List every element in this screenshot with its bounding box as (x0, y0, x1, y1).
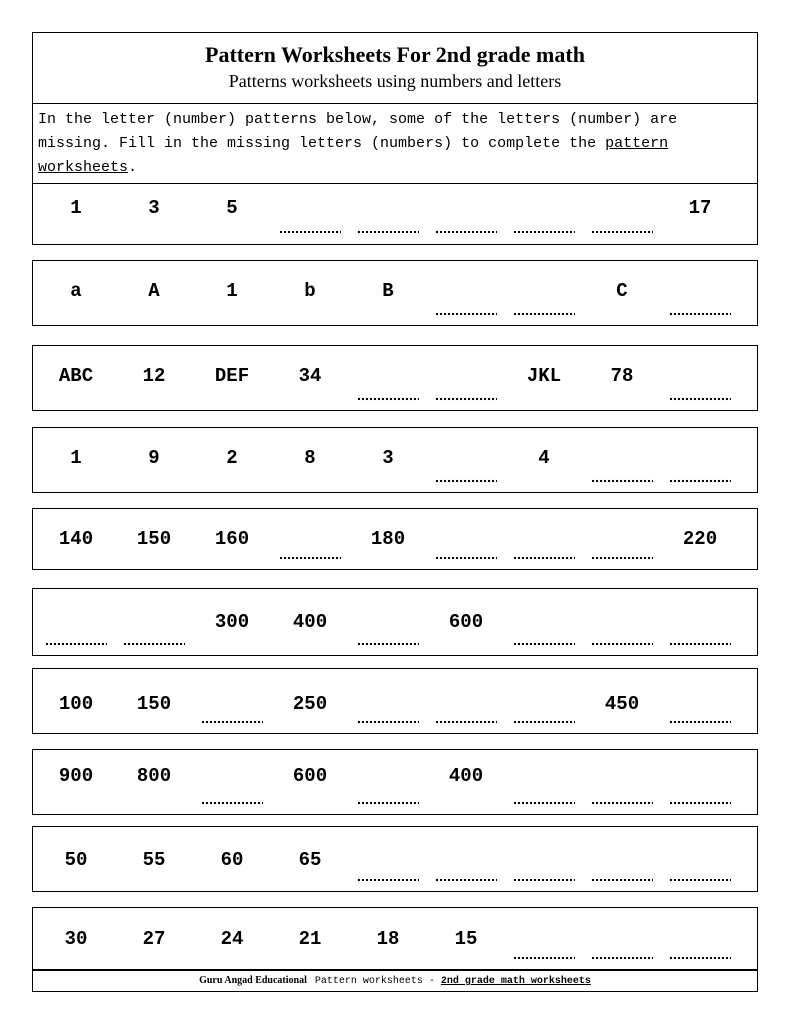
pattern-value (37, 750, 115, 814)
pattern-value (349, 428, 427, 492)
pattern-value (37, 346, 115, 410)
pattern-value (37, 184, 115, 244)
pattern-value (115, 750, 193, 814)
blank-answer-slot[interactable] (661, 428, 739, 492)
dotted-blank-line (591, 956, 653, 960)
pattern-value-text: C (616, 280, 628, 302)
blank-answer-slot[interactable] (583, 908, 661, 969)
pattern-value-text: 18 (376, 928, 400, 950)
dotted-blank-line (357, 720, 419, 724)
dotted-blank-line (513, 956, 575, 960)
dotted-blank-line (357, 878, 419, 882)
pattern-value (37, 827, 115, 891)
pattern-value (193, 827, 271, 891)
dotted-blank-line (45, 642, 107, 646)
pattern-value-text: 600 (448, 611, 484, 633)
pattern-value (271, 750, 349, 814)
pattern-value-text: 17 (688, 197, 712, 219)
blank-answer-slot[interactable] (583, 589, 661, 655)
page-subtitle: Patterns worksheets using numbers and letters (228, 71, 562, 91)
blank-answer-slot[interactable] (427, 428, 505, 492)
pattern-value (661, 509, 739, 569)
dotted-blank-line (513, 720, 575, 724)
worksheet-header (32, 32, 758, 104)
pattern-value (193, 261, 271, 325)
blank-answer-slot[interactable] (661, 827, 739, 891)
pattern-value-text: 250 (292, 693, 328, 715)
pattern-value (427, 750, 505, 814)
pattern-value-text: 9 (148, 447, 160, 469)
pattern-value (115, 184, 193, 244)
pattern-row (32, 508, 758, 570)
dotted-blank-line (591, 230, 653, 234)
blank-answer-slot[interactable] (427, 827, 505, 891)
pattern-value-text: 600 (292, 765, 328, 787)
pattern-value-text: 1 (70, 447, 82, 469)
pattern-value (583, 261, 661, 325)
pattern-value (271, 261, 349, 325)
dotted-blank-line (513, 878, 575, 882)
pattern-row (32, 668, 758, 734)
pattern-value-text: 78 (610, 365, 634, 387)
pattern-value (37, 509, 115, 569)
blank-answer-slot[interactable] (427, 346, 505, 410)
pattern-value (115, 428, 193, 492)
pattern-value (427, 908, 505, 969)
pattern-value (505, 428, 583, 492)
pattern-value-text: 55 (142, 849, 166, 871)
blank-answer-slot[interactable] (505, 908, 583, 969)
blank-answer-slot[interactable] (661, 261, 739, 325)
pattern-value-text: 3 (148, 197, 160, 219)
dotted-blank-line (435, 312, 497, 316)
dotted-blank-line (123, 642, 185, 646)
blank-answer-slot[interactable] (505, 509, 583, 569)
pattern-value-text: b (304, 280, 316, 302)
dotted-blank-line (591, 801, 653, 805)
blank-answer-slot[interactable] (427, 509, 505, 569)
pattern-row (32, 588, 758, 656)
pattern-value-text: 900 (58, 765, 94, 787)
pattern-value-text: 400 (292, 611, 328, 633)
blank-answer-slot[interactable] (583, 509, 661, 569)
dotted-blank-line (513, 642, 575, 646)
pattern-value (115, 509, 193, 569)
pattern-value (271, 669, 349, 733)
pattern-value-text: 27 (142, 928, 166, 950)
blank-answer-slot[interactable] (583, 827, 661, 891)
pattern-value-text: 300 (214, 611, 250, 633)
pattern-row (32, 427, 758, 493)
pattern-value-text: 400 (448, 765, 484, 787)
dotted-blank-line (357, 230, 419, 234)
blank-answer-slot[interactable] (37, 589, 115, 655)
blank-answer-slot[interactable] (349, 669, 427, 733)
pattern-value (37, 261, 115, 325)
blank-answer-slot[interactable] (661, 908, 739, 969)
dotted-blank-line (591, 556, 653, 560)
pattern-value (661, 184, 739, 244)
blank-answer-slot[interactable] (661, 750, 739, 814)
blank-answer-slot[interactable] (505, 589, 583, 655)
footer-label: Pattern worksheets - (314, 976, 441, 987)
dotted-blank-line (435, 720, 497, 724)
pattern-value (349, 908, 427, 969)
pattern-value-text: 4 (538, 447, 550, 469)
dotted-blank-line (591, 642, 653, 646)
pattern-value-text: 180 (370, 528, 406, 550)
blank-answer-slot[interactable] (349, 589, 427, 655)
dotted-blank-line (669, 956, 731, 960)
pattern-worksheets-link[interactable]: pattern worksheets (38, 135, 669, 176)
pattern-value-text: ABC (58, 365, 94, 387)
pattern-value (505, 346, 583, 410)
dotted-blank-line (669, 642, 731, 646)
pattern-value (271, 346, 349, 410)
dotted-blank-line (201, 720, 263, 724)
footer-link[interactable]: 2nd grade math worksheets (440, 976, 591, 987)
blank-answer-slot[interactable] (583, 184, 661, 244)
blank-answer-slot[interactable] (349, 750, 427, 814)
blank-answer-slot[interactable] (271, 184, 349, 244)
pattern-value-text: 140 (58, 528, 94, 550)
blank-answer-slot[interactable] (661, 346, 739, 410)
blank-answer-slot[interactable] (505, 750, 583, 814)
blank-answer-slot[interactable] (505, 669, 583, 733)
dotted-blank-line (669, 479, 731, 483)
pattern-value (193, 509, 271, 569)
pattern-row (32, 260, 758, 326)
dotted-blank-line (435, 479, 497, 483)
dotted-blank-line (513, 230, 575, 234)
pattern-value-text: 65 (298, 849, 322, 871)
pattern-row (32, 907, 758, 970)
blank-answer-slot[interactable] (193, 669, 271, 733)
pattern-value-text: 3 (382, 447, 394, 469)
dotted-blank-line (513, 556, 575, 560)
dotted-blank-line (591, 479, 653, 483)
pattern-value-text: 2 (226, 447, 238, 469)
pattern-value (349, 509, 427, 569)
blank-answer-slot[interactable] (661, 589, 739, 655)
pattern-value (37, 428, 115, 492)
blank-answer-slot[interactable] (427, 261, 505, 325)
pattern-value-text: 12 (142, 365, 166, 387)
dotted-blank-line (513, 312, 575, 316)
pattern-value-text: 150 (136, 528, 172, 550)
pattern-value (271, 827, 349, 891)
dotted-blank-line (513, 801, 575, 805)
blank-answer-slot[interactable] (193, 750, 271, 814)
blank-answer-slot[interactable] (349, 827, 427, 891)
pattern-value (193, 428, 271, 492)
dotted-blank-line (357, 397, 419, 401)
pattern-value-text: 8 (304, 447, 316, 469)
blank-answer-slot[interactable] (583, 750, 661, 814)
dotted-blank-line (435, 230, 497, 234)
dotted-blank-line (201, 801, 263, 805)
dotted-blank-line (669, 801, 731, 805)
pattern-value-text: 150 (136, 693, 172, 715)
dotted-blank-line (435, 397, 497, 401)
pattern-value-text: 21 (298, 928, 322, 950)
pattern-value-text: 1 (226, 280, 238, 302)
dotted-blank-line (669, 720, 731, 724)
dotted-blank-line (435, 556, 497, 560)
pattern-value (349, 261, 427, 325)
pattern-row (32, 184, 758, 245)
dotted-blank-line (591, 878, 653, 882)
blank-answer-slot[interactable] (427, 184, 505, 244)
pattern-value (37, 908, 115, 969)
blank-answer-slot[interactable] (583, 428, 661, 492)
instructions (32, 104, 758, 184)
dotted-blank-line (435, 878, 497, 882)
pattern-row (32, 826, 758, 892)
pattern-value (37, 669, 115, 733)
pattern-value-text: 160 (214, 528, 250, 550)
pattern-value-text: 60 (220, 849, 244, 871)
footer-publisher: Guru Angad Educational (199, 975, 307, 986)
instructions-text: In the letter (number) patterns below, some of the letters (number) are missing. Fill in the missing letters (numbers) to complete the (38, 111, 678, 152)
pattern-value (193, 908, 271, 969)
instructions-end: . (128, 159, 138, 176)
pattern-value-text: B (382, 280, 394, 302)
pattern-value-text: a (70, 280, 82, 302)
pattern-value (193, 184, 271, 244)
pattern-value-text: 30 (64, 928, 88, 950)
dotted-blank-line (357, 801, 419, 805)
blank-answer-slot[interactable] (505, 827, 583, 891)
pattern-row (32, 345, 758, 411)
page-title: Pattern Worksheets For 2nd grade math (205, 42, 585, 67)
pattern-value (115, 346, 193, 410)
blank-answer-slot[interactable] (505, 261, 583, 325)
blank-answer-slot[interactable] (271, 509, 349, 569)
pattern-value (115, 827, 193, 891)
pattern-value (583, 669, 661, 733)
blank-answer-slot[interactable] (505, 184, 583, 244)
dotted-blank-line (669, 397, 731, 401)
blank-answer-slot[interactable] (427, 669, 505, 733)
pattern-value-text: 34 (298, 365, 322, 387)
pattern-value (115, 669, 193, 733)
pattern-value (193, 346, 271, 410)
pattern-value-text: 50 (64, 849, 88, 871)
pattern-value-text: 220 (682, 528, 718, 550)
pattern-value-text: JKL (526, 365, 562, 387)
dotted-blank-line (279, 556, 341, 560)
pattern-value (115, 908, 193, 969)
pattern-value-text: 24 (220, 928, 244, 950)
dotted-blank-line (669, 878, 731, 882)
blank-answer-slot[interactable] (349, 184, 427, 244)
pattern-value-text: A (148, 280, 160, 302)
pattern-row (32, 749, 758, 815)
pattern-value (583, 346, 661, 410)
pattern-value-text: 1 (70, 197, 82, 219)
pattern-value (271, 908, 349, 969)
pattern-value-text: 100 (58, 693, 94, 715)
pattern-value-text: 15 (454, 928, 478, 950)
pattern-value (193, 589, 271, 655)
pattern-value-text: 5 (226, 197, 238, 219)
blank-answer-slot[interactable] (661, 669, 739, 733)
pattern-value (271, 589, 349, 655)
pattern-value (115, 261, 193, 325)
dotted-blank-line (669, 312, 731, 316)
dotted-blank-line (357, 642, 419, 646)
blank-answer-slot[interactable] (115, 589, 193, 655)
worksheet-footer (32, 970, 758, 992)
pattern-value-text: 450 (604, 693, 640, 715)
pattern-value (427, 589, 505, 655)
pattern-value-text: 800 (136, 765, 172, 787)
pattern-value (271, 428, 349, 492)
blank-answer-slot[interactable] (349, 346, 427, 410)
dotted-blank-line (279, 230, 341, 234)
pattern-value-text: DEF (214, 365, 250, 387)
